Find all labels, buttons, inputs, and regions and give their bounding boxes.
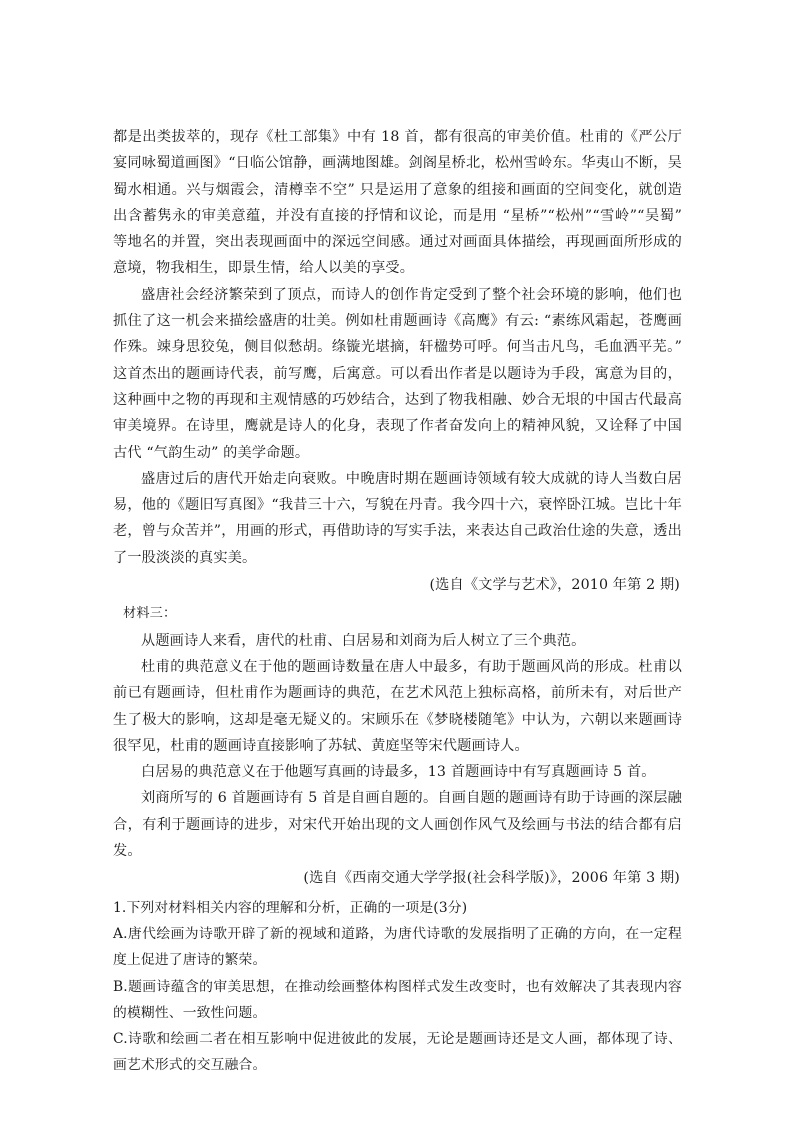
material2-paragraph-3: 盛唐过后的唐代开始走向衰败。中晚唐时期在题画诗领域有较大成就的诗人当数白居易，他的《题旧写真图》“我昔三十六，写貌在丹青。我今四十六，衰悴卧江城。岂比十年老，曾与众苦并”，用画的形式，再借助诗的写实手法，来表达自己政治仕途的失意，透出了一股淡淡的真实美。 (113, 470, 682, 566)
document-page (113, 124, 682, 1079)
material3-paragraph-2: 杜甫的典范意义在于他的题画诗数量在唐人中最多，有助于题画风尚的形成。杜甫以前已有题画诗，但杜甫作为题画诗的典范，在艺术风范上独标高格，前所未有，对后世产生了极大的影响，这却是毫无疑义的。宋顾乐在《梦晓楼随笔》中认为，六朝以来题画诗很罕见，杜甫的题画诗直接影响了苏轼、黄庭坚等宋代题画诗人。 (113, 658, 682, 754)
material2-paragraph-1: 都是出类拔萃的，现存《杜工部集》中有 18 首，都有很高的审美价值。杜甫的《严公厅宴同咏蜀道画图》“日临公馆静，画满地图雄。剑阁星桥北，松州雪岭东。华夷山不断，吴蜀水相通。兴与烟霞会，清樽幸不空” 只是运用了意象的组接和画面的空间变化，就创造出含蓄隽永的审美意蕴，并没有直接的抒情和议论，而是用 “星桥”“松州”“雪岭”“吴蜀” 等地名的并置，突出表现画面中的深远空间感。通过对画面具体描绘，再现画面所形成的意境，物我相生，即景生情，给人以美的享受。 (113, 129, 682, 277)
material3-paragraph-1: 从题画诗人来看，唐代的杜甫、白居易和刘商为后人树立了三个典范。 (141, 632, 586, 649)
material3-source: (选自《西南交通大学学报(社会科学版)》，2006 年第 3 期) (303, 870, 680, 887)
material2-paragraph-2: 盛唐社会经济繁荣到了顶点，而诗人的创作肯定受到了整个社会环境的影响，他们也抓住了这一机会来描绘盛唐的壮美。例如杜甫题画诗《高鹰》有云: “素练风霜起，苍鹰画作殊。竦身思狡兔，侧目似愁胡。绦镟光堪摘，轩楹势可呼。何当击凡鸟，毛血洒平芜。” 这首杰出的题画诗代表，前写鹰，后寓意。可以看出作者是以题诗为手段，寓意为目的，这种画中之物的再现和主观情感的巧妙结合，达到了物我相融、妙合无垠的中国古代最高审美境界。在诗里，鹰就是诗人的化身，表现了作者奋发向上的精神风貌，又诠释了中国古代 “气韵生动” 的美学命题。 (113, 286, 682, 461)
material3-paragraph-4: 刘商所写的 6 首题画诗有 5 首是自画自题的。自画自题的题画诗有助于诗画的深层融合，有利于题画诗的进步，对宋代开始出现的文人画创作风气及绘画与书法的结合都有启发。 (113, 790, 682, 860)
option-a: A.唐代绘画为诗歌开辟了新的视域和道路，为唐代诗歌的发展指明了正确的方向，在一定程度上促进了唐诗的繁荣。 (113, 925, 682, 969)
material3-heading: 材料三： (123, 606, 177, 622)
material3-paragraph-3: 白居易的典范意义在于他题写真画的诗最多，13 首题画诗中有写真题画诗 5 首。 (141, 764, 656, 781)
option-c: C.诗歌和绘画二者在相互影响中促进彼此的发展，无论是题画诗还是文人画，都体现了诗、画艺术形式的交互融合。 (113, 1031, 682, 1074)
material2-source: (选自《文学与艺术》，2010 年第 2 期) (429, 577, 680, 594)
option-b: B.题画诗蕴含的审美思想，在推动绘画整体构图样式发生改变时，也有效解决了其表现内容的模糊性、一致性问题。 (113, 978, 682, 1021)
question-stem: 1.下列对材料相关内容的理解和分析，正确的一项是(3分) (113, 899, 468, 916)
